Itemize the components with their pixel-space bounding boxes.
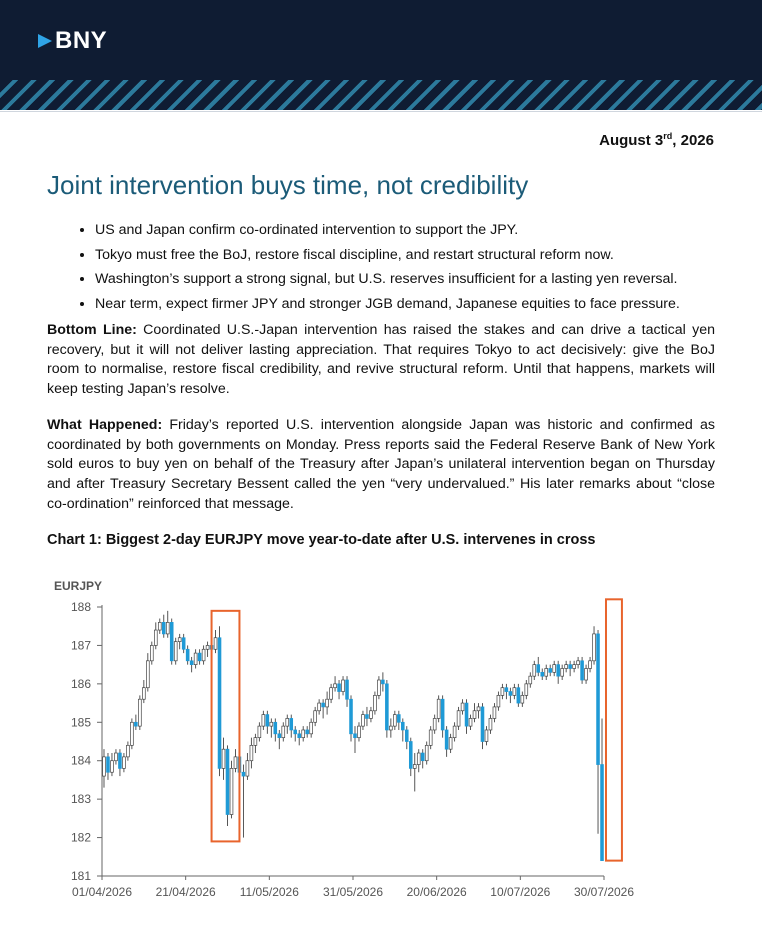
candle-up [130, 722, 133, 745]
candle-down [465, 703, 468, 726]
candle-up [521, 695, 524, 703]
key-points-list [47, 218, 762, 316]
intervention-highlight-box [606, 599, 622, 860]
candle-up [362, 715, 365, 727]
candle-down [401, 722, 404, 730]
report-date [599, 131, 714, 149]
candle-up [214, 638, 217, 650]
candle-up [194, 653, 197, 665]
candle-up [529, 676, 532, 684]
logo-text: BNY [55, 27, 108, 54]
candle-up [166, 622, 169, 634]
candle-up [565, 665, 568, 669]
bottom-line-paragraph [47, 321, 715, 400]
candle-up [437, 699, 440, 718]
x-tick-label: 31/05/2026 [322, 885, 384, 899]
candle-up [513, 688, 516, 696]
candle-up [150, 645, 153, 660]
candle-down [107, 757, 110, 772]
candle-up [334, 684, 337, 688]
candle-up [369, 711, 372, 719]
candle-up [413, 765, 416, 769]
candle-up [154, 630, 157, 645]
candle-up [202, 649, 205, 661]
candle-up [429, 730, 432, 745]
candle-down [290, 718, 293, 730]
candle-down [118, 753, 121, 768]
candle-up [342, 680, 345, 692]
candle-up [593, 634, 596, 661]
candle-up [485, 730, 488, 742]
x-tick-label: 21/04/2026 [155, 885, 216, 899]
key-point: • US and Japan confirm co-ordinated intervention to support the JPY. [95, 218, 762, 243]
key-point: • Tokyo must free the BoJ, restore fiscal discipline, and restart structural reform now. [95, 243, 762, 268]
y-tick-label: 188 [70, 600, 91, 614]
candle-down [505, 688, 508, 692]
candle-up [254, 738, 257, 746]
candle-up [262, 715, 265, 727]
candle-up [126, 745, 129, 757]
candle-up [533, 665, 536, 677]
candle-down [445, 730, 448, 749]
candle-down [198, 653, 201, 661]
candle-down [266, 715, 269, 727]
candle-down [298, 734, 301, 738]
candle-down [346, 680, 349, 699]
candle-up [417, 753, 420, 765]
candle-down [306, 730, 309, 734]
candle-up [501, 688, 504, 696]
x-tick-label: 11/05/2026 [239, 885, 299, 899]
y-tick-label: 182 [70, 830, 91, 845]
key-point: • Near term, expect firmer JPY and stronger JGB demand, Japanese equities to face pressure. [95, 292, 762, 317]
candle-down [597, 634, 600, 765]
candle-up [477, 707, 480, 711]
x-tick-label: 20/06/2026 [406, 885, 467, 899]
candle-down [162, 622, 165, 634]
candle-down [381, 680, 384, 684]
candle-up [146, 661, 149, 688]
candle-down [509, 692, 512, 696]
candle-down [409, 742, 412, 769]
candle-up [489, 718, 492, 730]
candle-up [545, 668, 548, 676]
candle-down [385, 684, 388, 730]
candle-down [134, 722, 137, 726]
y-tick-label: 183 [70, 792, 91, 807]
candle-down [278, 734, 281, 738]
candle-up [493, 707, 496, 719]
bottom-line-text: Coordinated U.S.-Japan intervention has raised the stakes and can drive a tactical yen recovery, but it will not deliver lasting appreciation. That requires Tokyo to act decisively: give the BoJ room to normalise, restore fiscal credibility, and revive structural reform. Until that happens, markets will keep testing Japan’s resolve. [47, 322, 715, 398]
candle-up [373, 695, 376, 710]
candle-down [170, 622, 173, 660]
eurjpy-candlestick-svg [47, 565, 647, 910]
candle-up [393, 715, 396, 727]
y-axis-label: EURJPY [54, 579, 103, 593]
candle-up [318, 703, 321, 711]
logo-arrow-icon [38, 34, 52, 48]
y-tick-label: 185 [70, 715, 91, 730]
candle-up [425, 745, 428, 760]
candle-up [377, 680, 380, 695]
candle-up [122, 757, 125, 769]
what-happened-label: What Happened: [47, 417, 163, 433]
candle-down [294, 730, 297, 734]
candle-down [481, 707, 484, 742]
candle-down [537, 665, 540, 673]
y-tick-label: 187 [70, 638, 91, 653]
candle-down [421, 753, 424, 761]
candle-up [142, 688, 145, 700]
bny-logo [38, 27, 107, 55]
key-point: • Washington’s support a strong signal, but U.S. reserves insufficient for a lasting yen reversal. [95, 267, 762, 292]
date-year: , 2026 [672, 132, 714, 149]
candle-up [115, 753, 118, 761]
candle-down [354, 734, 357, 738]
candle-up [389, 726, 392, 730]
candle-up [174, 642, 177, 661]
candle-up [158, 622, 161, 630]
candle-down [218, 638, 221, 769]
candle-up [103, 757, 106, 776]
candle-up [282, 726, 285, 738]
candle-down [397, 715, 400, 723]
header-stripe-band [0, 80, 762, 110]
candle-down [186, 649, 189, 661]
candle-up [473, 711, 476, 719]
candle-up [314, 711, 317, 723]
candle-up [469, 718, 472, 726]
candle-up [561, 668, 564, 676]
candle-up [206, 645, 209, 649]
candle-up [577, 661, 580, 665]
candle-up [433, 718, 436, 730]
candle-down [226, 749, 229, 814]
candle-down [517, 688, 520, 703]
candle-down [322, 703, 325, 707]
candle-up [250, 745, 253, 760]
candle-up [461, 703, 464, 711]
candle-up [553, 665, 556, 673]
date-suffix: rd [663, 131, 673, 141]
candle-up [178, 638, 181, 642]
candle-down [338, 684, 341, 692]
candle-up [230, 768, 233, 814]
candle-up [589, 661, 592, 669]
candle-up [246, 761, 249, 776]
candle-up [457, 711, 460, 726]
candle-down [242, 772, 245, 776]
candle-up [330, 688, 333, 700]
candle-down [569, 665, 572, 669]
candle-down [190, 661, 193, 665]
header-divider [0, 111, 762, 112]
candle-down [182, 638, 185, 650]
candle-down [441, 699, 444, 730]
y-tick-label: 186 [70, 676, 91, 691]
candle-up [310, 722, 313, 734]
chart-title: Chart 1: Biggest 2-day EURJPY move year-to-date after U.S. intervenes in cross [47, 532, 596, 548]
candle-up [449, 738, 452, 750]
candle-up [453, 726, 456, 738]
candle-down [601, 765, 604, 861]
candle-down [405, 730, 408, 742]
what-happened-paragraph [47, 416, 715, 515]
candle-up [302, 730, 305, 738]
candle-up [585, 668, 588, 680]
y-tick-label: 184 [70, 753, 91, 768]
candle-down [581, 661, 584, 680]
date-main: August 3 [599, 132, 664, 149]
candle-down [541, 672, 544, 676]
candle-up [258, 726, 261, 738]
candle-up [525, 684, 528, 696]
candle-down [557, 665, 560, 677]
candle-down [366, 715, 369, 719]
candle-up [286, 718, 289, 726]
candle-up [138, 699, 141, 726]
x-tick-label: 30/07/2026 [573, 885, 635, 899]
candle-up [497, 695, 500, 707]
x-tick-label: 01/04/2026 [71, 885, 133, 899]
candle-up [111, 761, 114, 773]
page-title: Joint intervention buys time, not credibility [47, 170, 529, 200]
candle-down [274, 722, 277, 734]
candle-up [358, 726, 361, 738]
page-header [0, 0, 762, 110]
eurjpy-chart [47, 565, 647, 910]
bottom-line-label: Bottom Line: [47, 322, 137, 338]
candle-up [222, 749, 225, 768]
y-tick-label: 181 [70, 869, 91, 883]
candle-down [350, 699, 353, 734]
x-tick-label: 10/07/2026 [490, 885, 551, 899]
candle-up [234, 757, 237, 769]
what-happened-text: Friday’s reported U.S. intervention alongside Japan was historic and confirmed as coordinated by both governments on Monday. Press reports said the Federal Reserve Bank of New York sold euros to buy yen on behalf of the Treasury after Japan’s unilateral intervention began on Thursday and after Treasury Secretary Bessent called the yen “very undervalued.” His later remarks about “close co-ordination” reinforced that message. [47, 417, 715, 512]
candle-up [270, 722, 273, 726]
candle-up [326, 699, 329, 707]
candle-up [573, 665, 576, 669]
candle-down [549, 668, 552, 672]
